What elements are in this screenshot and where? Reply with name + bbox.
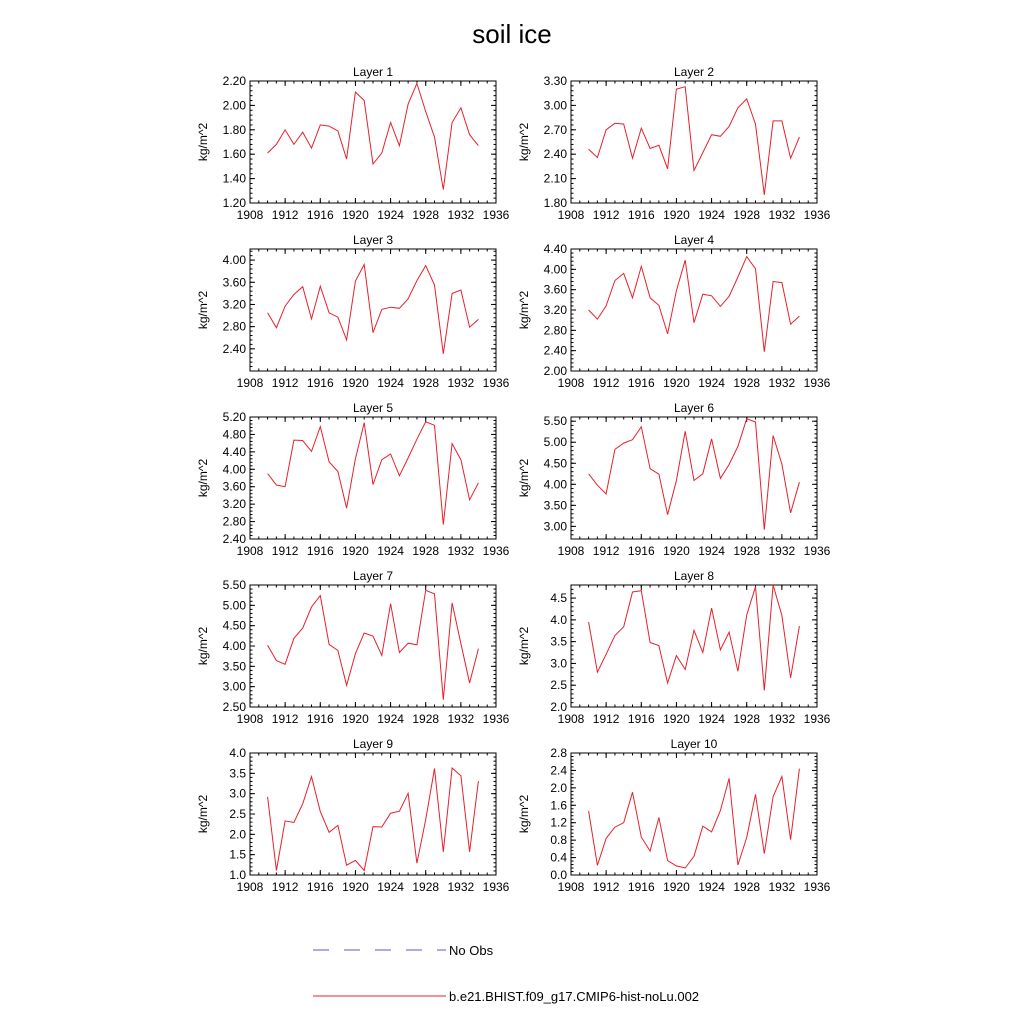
x-tick-label: 1932 — [447, 712, 475, 726]
x-tick-label: 1936 — [803, 712, 831, 726]
y-tick-label: 2.40 — [543, 343, 567, 358]
panel-title: Layer 7 — [352, 569, 394, 583]
x-tick-label: 1932 — [447, 544, 475, 558]
x-tick-label: 1928 — [733, 376, 761, 390]
x-tick-label: 1928 — [733, 712, 761, 726]
x-tick-label: 1916 — [306, 712, 334, 726]
x-tick-label: 1908 — [236, 712, 264, 726]
series-line — [268, 768, 479, 871]
x-tick-label: 1936 — [482, 376, 510, 390]
x-tick-label: 1912 — [592, 544, 620, 558]
y-tick-label: 3.00 — [543, 98, 567, 113]
legend-label-model: b.e21.BHIST.f09_g17.CMIP6-hist-noLu.002 — [449, 989, 700, 1004]
x-tick-label: 1924 — [698, 544, 725, 558]
x-tick-label: 1936 — [803, 208, 831, 222]
series-line — [589, 257, 800, 352]
y-tick-label: 3.00 — [543, 519, 567, 534]
panel-title: Layer 4 — [673, 233, 715, 247]
y-tick-label: 0.0 — [550, 868, 567, 882]
x-tick-label: 1916 — [627, 712, 655, 726]
series-line — [268, 422, 479, 525]
plot-frame — [571, 585, 817, 707]
x-tick-label: 1928 — [733, 208, 761, 222]
series-line — [268, 265, 479, 354]
x-tick-label: 1920 — [342, 712, 369, 726]
x-tick-label: 1912 — [271, 544, 299, 558]
y-tick-label: 3.20 — [222, 297, 246, 312]
y-tick-label: 2.80 — [543, 323, 567, 338]
y-axis-label: kg/m^2 — [517, 458, 531, 498]
x-tick-label: 1916 — [627, 880, 655, 894]
panel-layer-6 — [517, 401, 831, 558]
x-tick-label: 1908 — [557, 376, 585, 390]
x-tick-label: 1932 — [447, 208, 475, 222]
x-tick-label: 1908 — [236, 208, 264, 222]
panel-layer-1 — [196, 65, 510, 222]
series-line — [268, 590, 479, 699]
y-tick-label: 2.0 — [550, 780, 567, 795]
y-tick-label: 2.20 — [222, 74, 246, 88]
plot-frame — [571, 81, 817, 203]
x-tick-label: 1936 — [482, 208, 510, 222]
plot-frame — [250, 249, 496, 371]
y-tick-label: 2.10 — [543, 171, 567, 186]
x-tick-label: 1932 — [768, 712, 796, 726]
y-tick-label: 3.5 — [229, 766, 246, 781]
x-tick-label: 1916 — [627, 544, 655, 558]
x-tick-label: 1920 — [342, 208, 369, 222]
x-tick-label: 1908 — [557, 208, 585, 222]
panel-layer-10 — [517, 737, 831, 894]
x-tick-label: 1928 — [733, 544, 761, 558]
y-tick-label: 4.40 — [222, 444, 246, 459]
y-tick-label: 2.40 — [543, 147, 567, 162]
y-axis-label: kg/m^2 — [196, 290, 210, 330]
y-tick-label: 5.20 — [222, 410, 246, 424]
x-tick-label: 1924 — [377, 712, 404, 726]
x-tick-label: 1928 — [412, 376, 440, 390]
y-axis-label: kg/m^2 — [517, 122, 531, 162]
panel-title: Layer 8 — [673, 569, 715, 583]
x-tick-label: 1936 — [482, 880, 510, 894]
legend-entry-model — [313, 989, 699, 1004]
y-tick-label: 2.80 — [222, 319, 246, 334]
x-tick-label: 1912 — [271, 376, 299, 390]
x-tick-label: 1936 — [803, 376, 831, 390]
x-tick-label: 1912 — [592, 712, 620, 726]
x-tick-label: 1932 — [768, 208, 796, 222]
x-tick-label: 1916 — [306, 544, 334, 558]
y-tick-label: 4.00 — [222, 462, 246, 477]
y-tick-label: 1.2 — [550, 815, 567, 830]
figure-title: soil ice — [472, 19, 552, 49]
y-tick-label: 2.80 — [222, 514, 246, 529]
y-tick-label: 1.5 — [229, 847, 246, 862]
x-tick-label: 1920 — [663, 712, 690, 726]
y-tick-label: 3.20 — [543, 303, 567, 317]
series-line — [268, 83, 479, 189]
x-tick-label: 1912 — [271, 712, 299, 726]
plot-frame — [250, 585, 496, 707]
x-tick-label: 1912 — [271, 208, 299, 222]
x-tick-label: 1928 — [412, 712, 440, 726]
y-tick-label: 4.0 — [550, 612, 567, 627]
y-axis-label: kg/m^2 — [196, 626, 210, 666]
y-tick-label: 3.5 — [550, 634, 567, 649]
y-tick-label: 4.40 — [543, 242, 567, 256]
series-line — [589, 419, 800, 530]
y-tick-label: 2.0 — [229, 827, 246, 842]
y-tick-label: 2.0 — [550, 700, 567, 714]
series-line — [589, 87, 800, 195]
y-tick-label: 5.50 — [543, 414, 567, 429]
x-tick-label: 1908 — [557, 544, 585, 558]
y-tick-label: 1.6 — [550, 798, 567, 813]
y-tick-label: 4.00 — [222, 253, 246, 268]
panel-layer-8 — [517, 569, 831, 726]
panel-title: Layer 9 — [352, 737, 394, 751]
x-tick-label: 1912 — [271, 880, 299, 894]
y-tick-label: 2.00 — [222, 98, 246, 113]
x-tick-label: 1908 — [236, 376, 264, 390]
x-tick-label: 1924 — [698, 880, 725, 894]
panel-title: Layer 1 — [352, 65, 394, 79]
x-tick-label: 1908 — [236, 880, 264, 894]
y-tick-label: 4.00 — [543, 477, 567, 492]
legend-label-no-obs: No Obs — [449, 943, 494, 958]
y-tick-label: 1.40 — [222, 171, 246, 186]
panel-title: Layer 2 — [673, 65, 715, 79]
y-tick-label: 4.80 — [222, 427, 246, 442]
plot-frame — [250, 753, 496, 875]
x-tick-label: 1908 — [557, 712, 585, 726]
x-tick-label: 1912 — [592, 880, 620, 894]
y-tick-label: 5.00 — [222, 598, 246, 613]
x-tick-label: 1924 — [377, 880, 404, 894]
panel-layer-9 — [196, 737, 510, 894]
x-tick-label: 1908 — [236, 544, 264, 558]
x-tick-label: 1932 — [447, 376, 475, 390]
plot-frame — [250, 81, 496, 203]
x-tick-label: 1924 — [698, 376, 725, 390]
y-tick-label: 4.00 — [222, 639, 246, 653]
panel-layer-4 — [517, 233, 831, 390]
y-axis-label: kg/m^2 — [517, 626, 531, 666]
y-tick-label: 3.60 — [222, 275, 246, 290]
y-tick-label: 0.8 — [550, 833, 567, 848]
x-tick-label: 1916 — [627, 376, 655, 390]
y-tick-label: 4.50 — [543, 456, 567, 471]
y-tick-label: 5.50 — [222, 578, 246, 592]
x-tick-label: 1912 — [592, 376, 620, 390]
y-tick-label: 2.5 — [229, 807, 246, 821]
y-tick-label: 3.60 — [543, 282, 567, 297]
x-tick-label: 1924 — [698, 712, 725, 726]
x-tick-label: 1920 — [342, 544, 369, 558]
x-tick-label: 1928 — [733, 880, 761, 894]
y-tick-label: 3.50 — [222, 659, 246, 674]
series-line — [589, 585, 800, 690]
plot-frame — [571, 249, 817, 371]
y-tick-label: 4.50 — [222, 618, 246, 633]
y-tick-label: 1.80 — [222, 122, 246, 137]
panel-title: Layer 6 — [673, 401, 715, 415]
x-tick-label: 1916 — [306, 208, 334, 222]
y-tick-label: 2.70 — [543, 122, 567, 137]
panel-title: Layer 3 — [352, 233, 394, 247]
panel-title: Layer 5 — [352, 401, 394, 415]
panel-layer-7 — [196, 569, 510, 726]
x-tick-label: 1920 — [663, 880, 690, 894]
x-tick-label: 1928 — [412, 880, 440, 894]
y-tick-label: 3.50 — [543, 498, 567, 513]
y-tick-label: 1.60 — [222, 147, 246, 162]
y-tick-label: 5.00 — [543, 435, 567, 450]
y-tick-label: 2.40 — [222, 532, 246, 546]
panel-grid — [196, 65, 831, 894]
y-tick-label: 2.4 — [550, 763, 567, 778]
x-tick-label: 1912 — [592, 208, 620, 222]
y-tick-label: 4.0 — [229, 746, 246, 760]
panel-layer-5 — [196, 401, 510, 558]
y-tick-label: 2.8 — [550, 746, 567, 760]
x-tick-label: 1936 — [482, 712, 510, 726]
y-tick-label: 4.5 — [550, 591, 567, 606]
x-tick-label: 1920 — [663, 208, 690, 222]
y-tick-label: 1.20 — [222, 196, 246, 210]
y-axis-label: kg/m^2 — [196, 458, 210, 498]
panel-layer-2 — [517, 65, 831, 222]
panel-title: Layer 10 — [670, 737, 718, 751]
x-tick-label: 1924 — [377, 376, 404, 390]
y-tick-label: 2.00 — [543, 364, 567, 378]
y-tick-label: 3.20 — [222, 497, 246, 512]
x-tick-label: 1924 — [377, 544, 404, 558]
y-tick-label: 3.30 — [543, 74, 567, 88]
y-tick-label: 2.50 — [222, 700, 246, 714]
x-tick-label: 1936 — [803, 880, 831, 894]
y-axis-label: kg/m^2 — [196, 794, 210, 834]
x-tick-label: 1920 — [663, 544, 690, 558]
x-tick-label: 1932 — [768, 544, 796, 558]
x-tick-label: 1916 — [627, 208, 655, 222]
x-tick-label: 1928 — [412, 544, 440, 558]
x-tick-label: 1936 — [803, 544, 831, 558]
y-tick-label: 3.00 — [222, 679, 246, 694]
y-tick-label: 3.0 — [229, 786, 246, 801]
x-tick-label: 1916 — [306, 880, 334, 894]
y-tick-label: 0.4 — [550, 850, 567, 865]
x-tick-label: 1920 — [663, 376, 690, 390]
x-tick-label: 1932 — [768, 880, 796, 894]
panel-layer-3 — [196, 233, 510, 390]
x-tick-label: 1908 — [557, 880, 585, 894]
x-tick-label: 1936 — [482, 544, 510, 558]
x-tick-label: 1932 — [768, 376, 796, 390]
x-tick-label: 1916 — [306, 376, 334, 390]
x-tick-label: 1924 — [377, 208, 404, 222]
y-axis-label: kg/m^2 — [517, 290, 531, 330]
series-line — [589, 769, 800, 868]
y-tick-label: 2.40 — [222, 341, 246, 356]
x-tick-label: 1932 — [447, 880, 475, 894]
y-axis-label: kg/m^2 — [517, 794, 531, 834]
y-tick-label: 2.5 — [550, 678, 567, 693]
x-tick-label: 1928 — [412, 208, 440, 222]
y-tick-label: 1.80 — [543, 196, 567, 210]
x-tick-label: 1920 — [342, 880, 369, 894]
x-tick-label: 1920 — [342, 376, 369, 390]
y-tick-label: 3.60 — [222, 479, 246, 494]
y-tick-label: 4.00 — [543, 262, 567, 277]
legend — [313, 943, 699, 1004]
y-tick-label: 3.0 — [550, 656, 567, 671]
x-tick-label: 1924 — [698, 208, 725, 222]
legend-entry-no-obs — [313, 943, 494, 958]
y-tick-label: 1.0 — [229, 868, 246, 882]
y-axis-label: kg/m^2 — [196, 122, 210, 162]
